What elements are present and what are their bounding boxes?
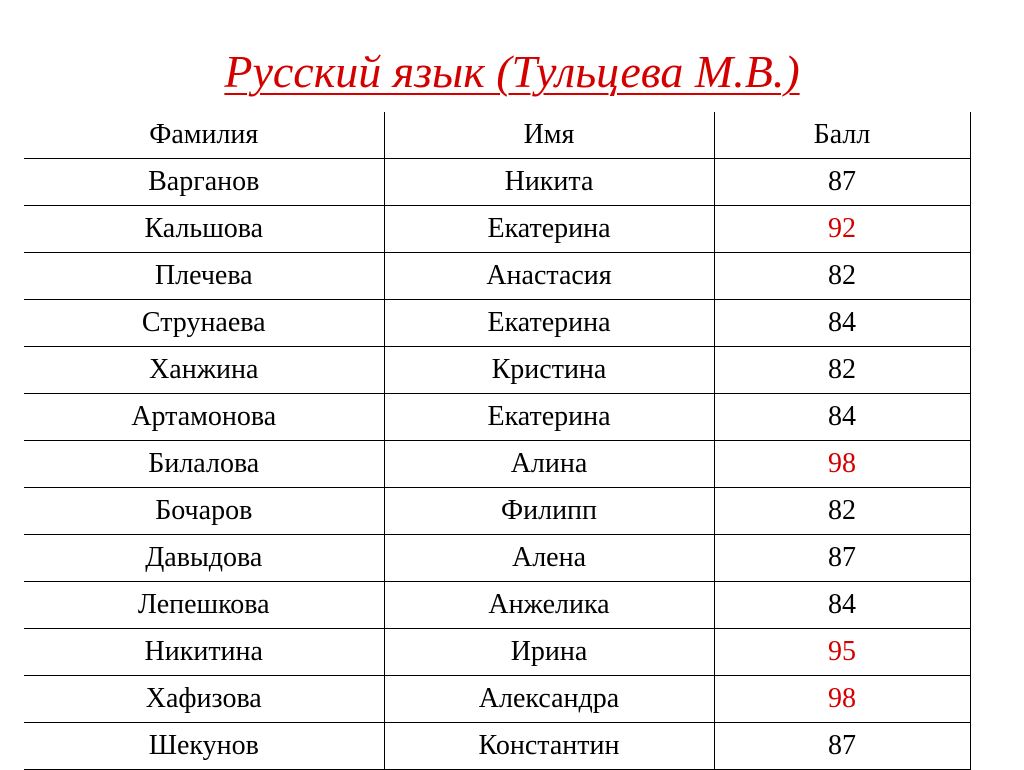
table-row — [24, 347, 970, 394]
cell-name: Алина — [384, 441, 714, 488]
table-row — [24, 582, 970, 629]
table-row — [24, 629, 970, 676]
table-row — [24, 206, 970, 253]
cell-score: 82 — [714, 488, 970, 535]
cell-name: Никита — [384, 159, 714, 206]
table-row — [24, 441, 970, 488]
cell-score: 84 — [714, 300, 970, 347]
header-score: Балл — [714, 112, 970, 159]
cell-name: Анастасия — [384, 253, 714, 300]
cell-surname: Лепешкова — [24, 582, 384, 629]
header-surname: Фамилия — [24, 112, 384, 159]
cell-score: 87 — [714, 535, 970, 582]
cell-surname: Ханжина — [24, 347, 384, 394]
cell-score: 84 — [714, 394, 970, 441]
page-title: Русский язык (Тульцева М.В.) — [224, 46, 800, 97]
cell-surname: Варганов — [24, 159, 384, 206]
cell-score: 92 — [714, 206, 970, 253]
cell-score: 87 — [714, 159, 970, 206]
cell-surname: Струнаева — [24, 300, 384, 347]
cell-score: 95 — [714, 629, 970, 676]
table-header-row — [24, 112, 970, 159]
table-row — [24, 723, 970, 770]
cell-name: Константин — [384, 723, 714, 770]
cell-name: Ирина — [384, 629, 714, 676]
table-row — [24, 300, 970, 347]
cell-score: 82 — [714, 347, 970, 394]
table-row — [24, 253, 970, 300]
cell-name: Александра — [384, 676, 714, 723]
table-row — [24, 535, 970, 582]
cell-name: Екатерина — [384, 206, 714, 253]
cell-name: Кристина — [384, 347, 714, 394]
cell-surname: Бочаров — [24, 488, 384, 535]
cell-surname: Артамонова — [24, 394, 384, 441]
cell-surname: Давыдова — [24, 535, 384, 582]
cell-name: Алена — [384, 535, 714, 582]
cell-score: 98 — [714, 441, 970, 488]
cell-name: Филипп — [384, 488, 714, 535]
cell-name: Екатерина — [384, 394, 714, 441]
cell-score: 98 — [714, 676, 970, 723]
cell-surname: Хафизова — [24, 676, 384, 723]
cell-score: 82 — [714, 253, 970, 300]
cell-name: Екатерина — [384, 300, 714, 347]
table-row — [24, 394, 970, 441]
cell-surname: Плечева — [24, 253, 384, 300]
cell-surname: Кальшова — [24, 206, 384, 253]
table-row — [24, 159, 970, 206]
cell-surname: Шекунов — [24, 723, 384, 770]
table-row — [24, 488, 970, 535]
scores-table — [24, 112, 971, 770]
cell-score: 87 — [714, 723, 970, 770]
cell-name: Анжелика — [384, 582, 714, 629]
header-name: Имя — [384, 112, 714, 159]
table-row — [24, 676, 970, 723]
cell-score: 84 — [714, 582, 970, 629]
cell-surname: Никитина — [24, 629, 384, 676]
cell-surname: Билалова — [24, 441, 384, 488]
